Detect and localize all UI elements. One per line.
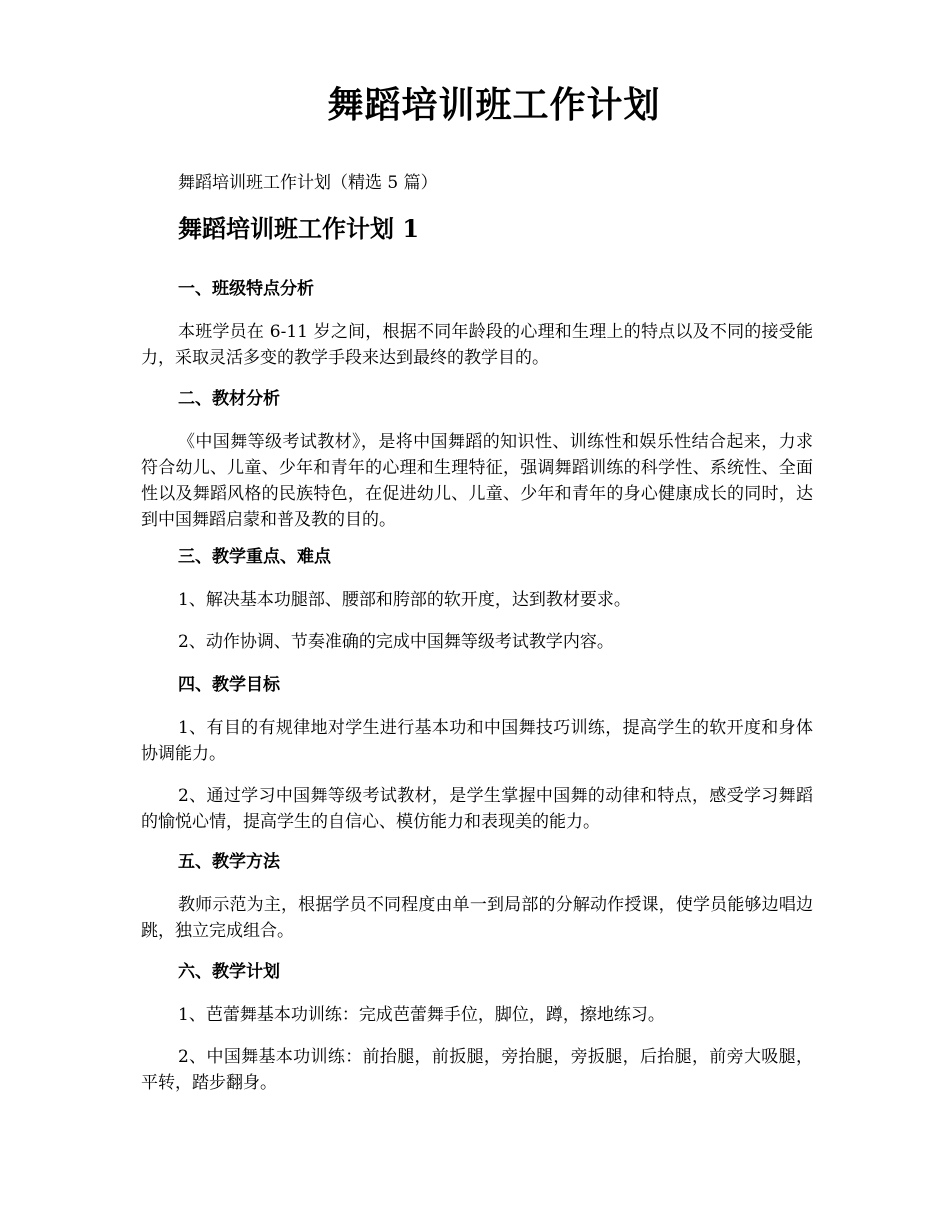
heading-teaching-methods: 五、教学方法 [178, 852, 280, 872]
document-subtitle: 舞蹈培训班工作计划（精选 5 篇） [178, 173, 438, 193]
heading-textbook-analysis: 二、教材分析 [178, 389, 280, 409]
paragraph: 1、解决基本功腿部、腰部和胯部的软开度，达到教材要求。 [178, 590, 631, 610]
heading-class-analysis: 一、班级特点分析 [178, 279, 314, 299]
heading-teaching-goals: 四、教学目标 [178, 675, 280, 695]
paragraph: 《中国舞等级考试教材》，是将中国舞蹈的知识性、训练性和娱乐性结合起来，力求符合幼儿、儿童、少年和青年的心理和生理特征，强调舞蹈训练的科学性、系统性、全面性以及舞蹈风格的民族特色，在促进幼儿、儿童、少年和青年的身心健康成长的同时，达到中国舞蹈启蒙和普及教的目的。 [141, 432, 813, 530]
heading-key-points: 三、教学重点、难点 [178, 547, 331, 567]
section-title: 舞蹈培训班工作计划 1 [178, 214, 420, 243]
paragraph: 1、芭蕾舞基本功训练：完成芭蕾舞手位，脚位，蹲，擦地练习。 [178, 1005, 665, 1025]
paragraph: 1、有目的有规律地对学生进行基本功和中国舞技巧训练，提高学生的软开度和身体协调能力。 [141, 718, 813, 764]
heading-teaching-plan: 六、教学计划 [178, 962, 280, 982]
paragraph: 2、中国舞基本功训练：前抬腿，前扳腿，旁抬腿，旁扳腿，后抬腿，前旁大吸腿，平转，踏步翻身。 [141, 1047, 813, 1093]
paragraph: 2、通过学习中国舞等级考试教材，是学生掌握中国舞的动律和特点，感受学习舞蹈的愉悦心情，提高学生的自信心、模仿能力和表现美的能力。 [141, 786, 813, 832]
paragraph: 2、动作协调、节奏准确的完成中国舞等级考试教学内容。 [178, 632, 614, 652]
document-title: 舞蹈培训班工作计划 [327, 84, 661, 126]
paragraph: 教师示范为主，根据学员不同程度由单一到局部的分解动作授课，使学员能够边唱边跳，独立完成组合。 [141, 895, 813, 941]
paragraph: 本班学员在 6-11 岁之间，根据不同年龄段的心理和生理上的特点以及不同的接受能力，采取灵活多变的教学手段来达到最终的教学目的。 [141, 322, 813, 368]
